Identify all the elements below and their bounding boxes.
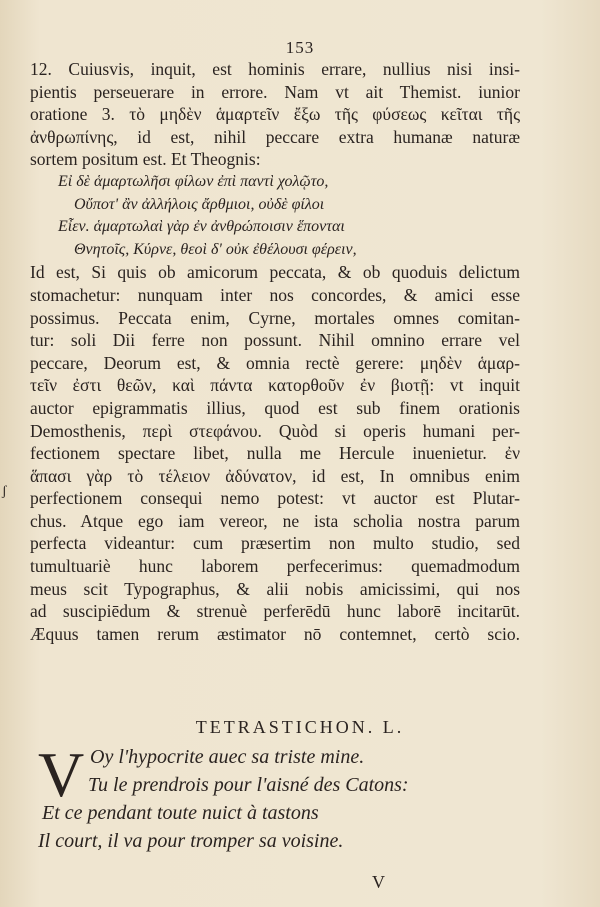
text-line: τεῖν ἐστι θεῶν, καὶ πάντα κατορθοῦν ἐν βιοτῇ: vt inquit — [30, 375, 520, 396]
text-line: tur: soli Dii ferre non possunt. Nihil omnino errare vel — [30, 330, 520, 351]
text-line: stomachetur: nunquam inter nos concordes, & amici esse — [30, 284, 520, 305]
text-line: 12. Cuiusvis, inquit, est hominis errare, nullius nisi insi- — [30, 59, 520, 79]
text-line: meus scit Typographus, & alii nobis amicissimi, qui nos — [30, 578, 520, 599]
verse-line: Tu le prendrois pour l'aisné des Catons: — [88, 774, 409, 796]
greek-verse-line: Οὔποτ' ἂν ἀλλήλοις ἄρθμιοι, οὐδὲ φίλοι — [74, 195, 325, 213]
text-line: perfectionem consequi nemo potest: vt auctor est Plutar- — [30, 488, 520, 509]
text-line: Id est, Si quis ob amicorum peccata, & ob quoduis delictum — [30, 262, 520, 283]
drop-cap: V — [38, 739, 85, 810]
text-line: oratione 3. τὸ μηδὲν ἁμαρτεῖν ἔξω τῆς φύσεως κεῖται τῆς — [30, 104, 520, 125]
text-line: tumultuariè hunc laborem perfecerimus: quemadmodum — [30, 556, 520, 577]
text-line: ad suscipiēdum & strenuè perferēdū hunc laborē incitarūt. — [30, 601, 520, 622]
commentary-text — [30, 58, 520, 645]
margin-mark: ʃ — [2, 484, 7, 499]
text-line: ἅπασι γὰρ τὸ τέλειον ἀδύνατον, id est, In omnibus enim — [30, 465, 520, 486]
text-line: ἀνθρωπίνης, id est, nihil peccare extra humanæ naturæ — [30, 126, 520, 147]
catchword: V — [372, 872, 385, 892]
text-line: sortem positum est. Et Theognis: — [30, 149, 261, 170]
text-line: chus. Atque ego iam vereor, ne ista scholia nostra parum — [30, 510, 520, 531]
french-verse — [38, 739, 498, 855]
text-line: Æquus tamen rerum æstimator nō contemnet, certò scio. — [30, 623, 520, 644]
text-line: perfecta videantur: cum præsertim non multo studio, sed — [30, 533, 520, 554]
verse-line: Oy l'hypocrite auec sa triste mine. — [90, 746, 365, 768]
text-line: pientis perseuerare in errore. Nam vt ait Themist. iunior — [30, 81, 520, 102]
text-line: possimus. Peccata enim, Cyrne, mortales omnes comitan- — [30, 307, 520, 328]
text-line: peccare, Deorum est, & omnia rectè gerere: μηδὲν ἁμαρ- — [30, 352, 520, 373]
text-line: auctor epigrammatis illius, quod est sub finem orationis — [30, 397, 520, 418]
section-heading: TETRASTICHON. L. — [195, 717, 405, 737]
text-line: fectionem spectare libet, nulla me Hercule inuenietur. ἐν — [30, 443, 520, 464]
verse-line: Il court, il va pour tromper sa voisine. — [38, 830, 344, 852]
verse-line: Et ce pendant toute nuict à tastons — [42, 802, 319, 824]
greek-verse-line: Θνητοῖς, Κύρνε, θεοὶ δ' οὐκ ἐθέλουσι φέρειν, — [74, 240, 357, 258]
text-line: Demosthenis, περὶ στεφάνου. Quòd si operis humani per- — [30, 420, 520, 441]
page-number: 153 — [285, 38, 315, 57]
greek-verse-line: Εἶεν. ἁμαρτωλαὶ γὰρ ἐν ἀνθρώποισιν ἕπονται — [58, 218, 345, 236]
greek-verse-line: Εἰ δὲ ἁμαρτωλῆσι φίλων ἐπὶ παντὶ χολῷτο, — [58, 172, 329, 190]
